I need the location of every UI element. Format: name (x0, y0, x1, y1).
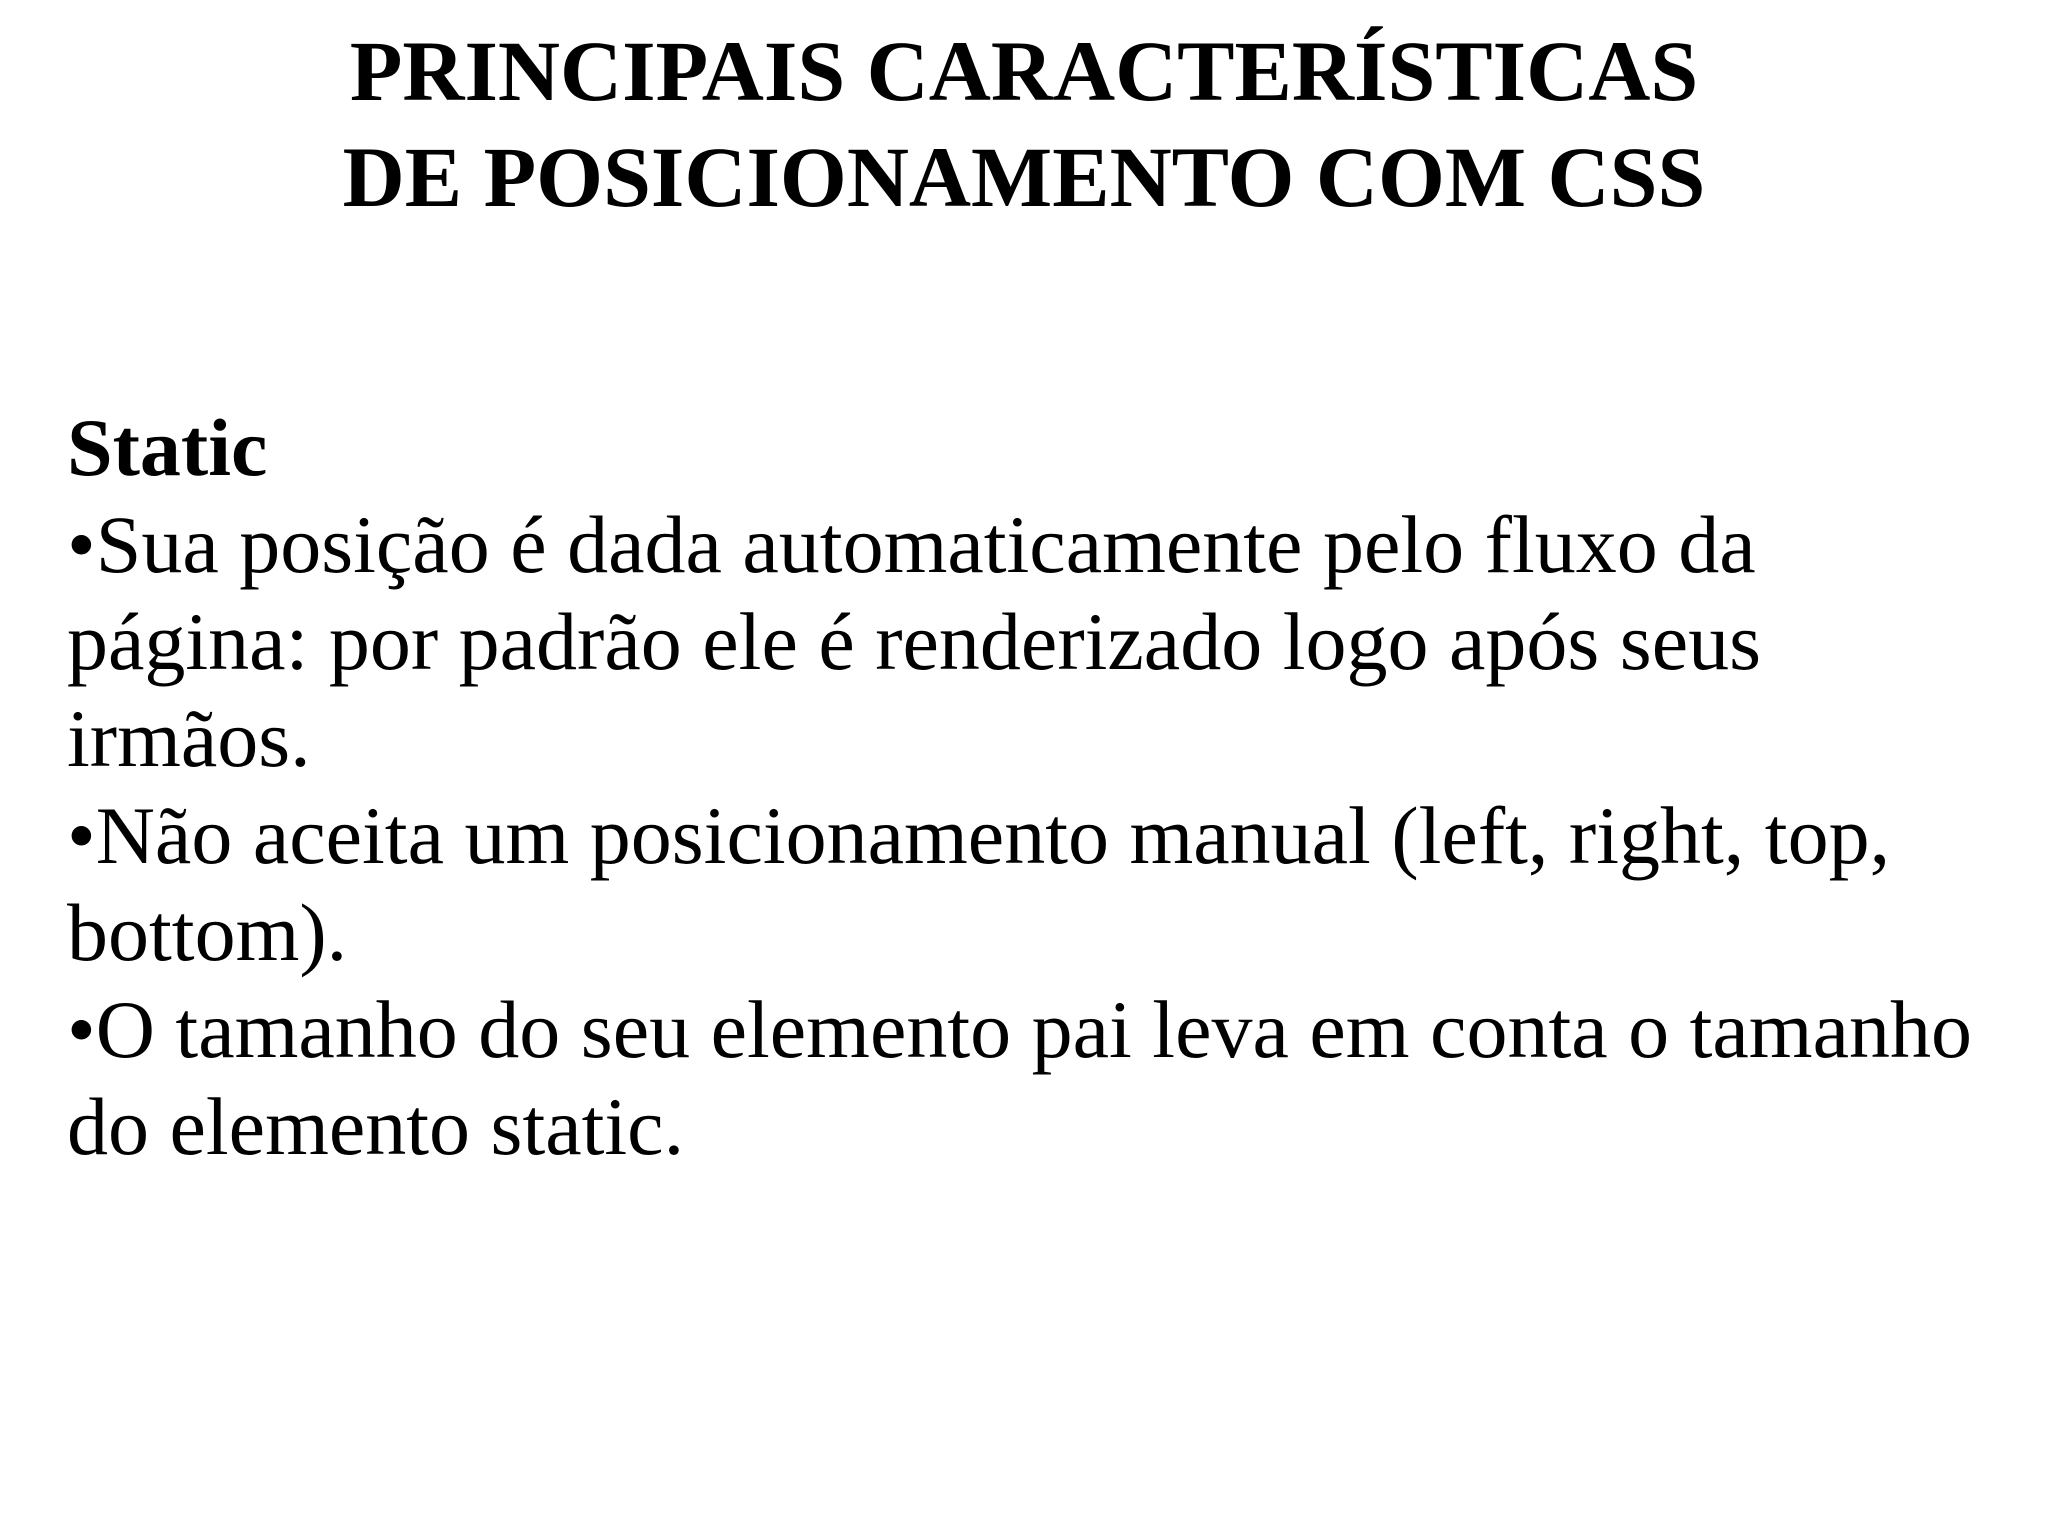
bullet-symbol: • (67, 499, 96, 590)
slide-body (67, 399, 2007, 1175)
bullet-item (67, 787, 2007, 981)
bullet-text: O tamanho do seu elemento pai leva em conta o tamanho do elemento static. (67, 984, 1972, 1172)
bullet-item (67, 981, 2007, 1175)
title-line-1: PRINCIPAIS CARACTERÍSTICAS (349, 23, 1699, 119)
bullet-text: Sua posição é dada automaticamente pelo fluxo da página: por padrão ele é renderizado logo após seus irmãos. (67, 499, 1762, 784)
slide-title (0, 18, 2048, 230)
bullet-text: Não aceita um posicionamento manual (left, right, top, bottom). (67, 790, 1891, 978)
bullet-symbol: • (67, 984, 96, 1075)
title-line-2: DE POSICIONAMENTO COM CSS (342, 129, 1706, 225)
section-heading: Static (67, 402, 268, 493)
bullet-symbol: • (67, 790, 96, 881)
bullet-item (67, 496, 2007, 787)
